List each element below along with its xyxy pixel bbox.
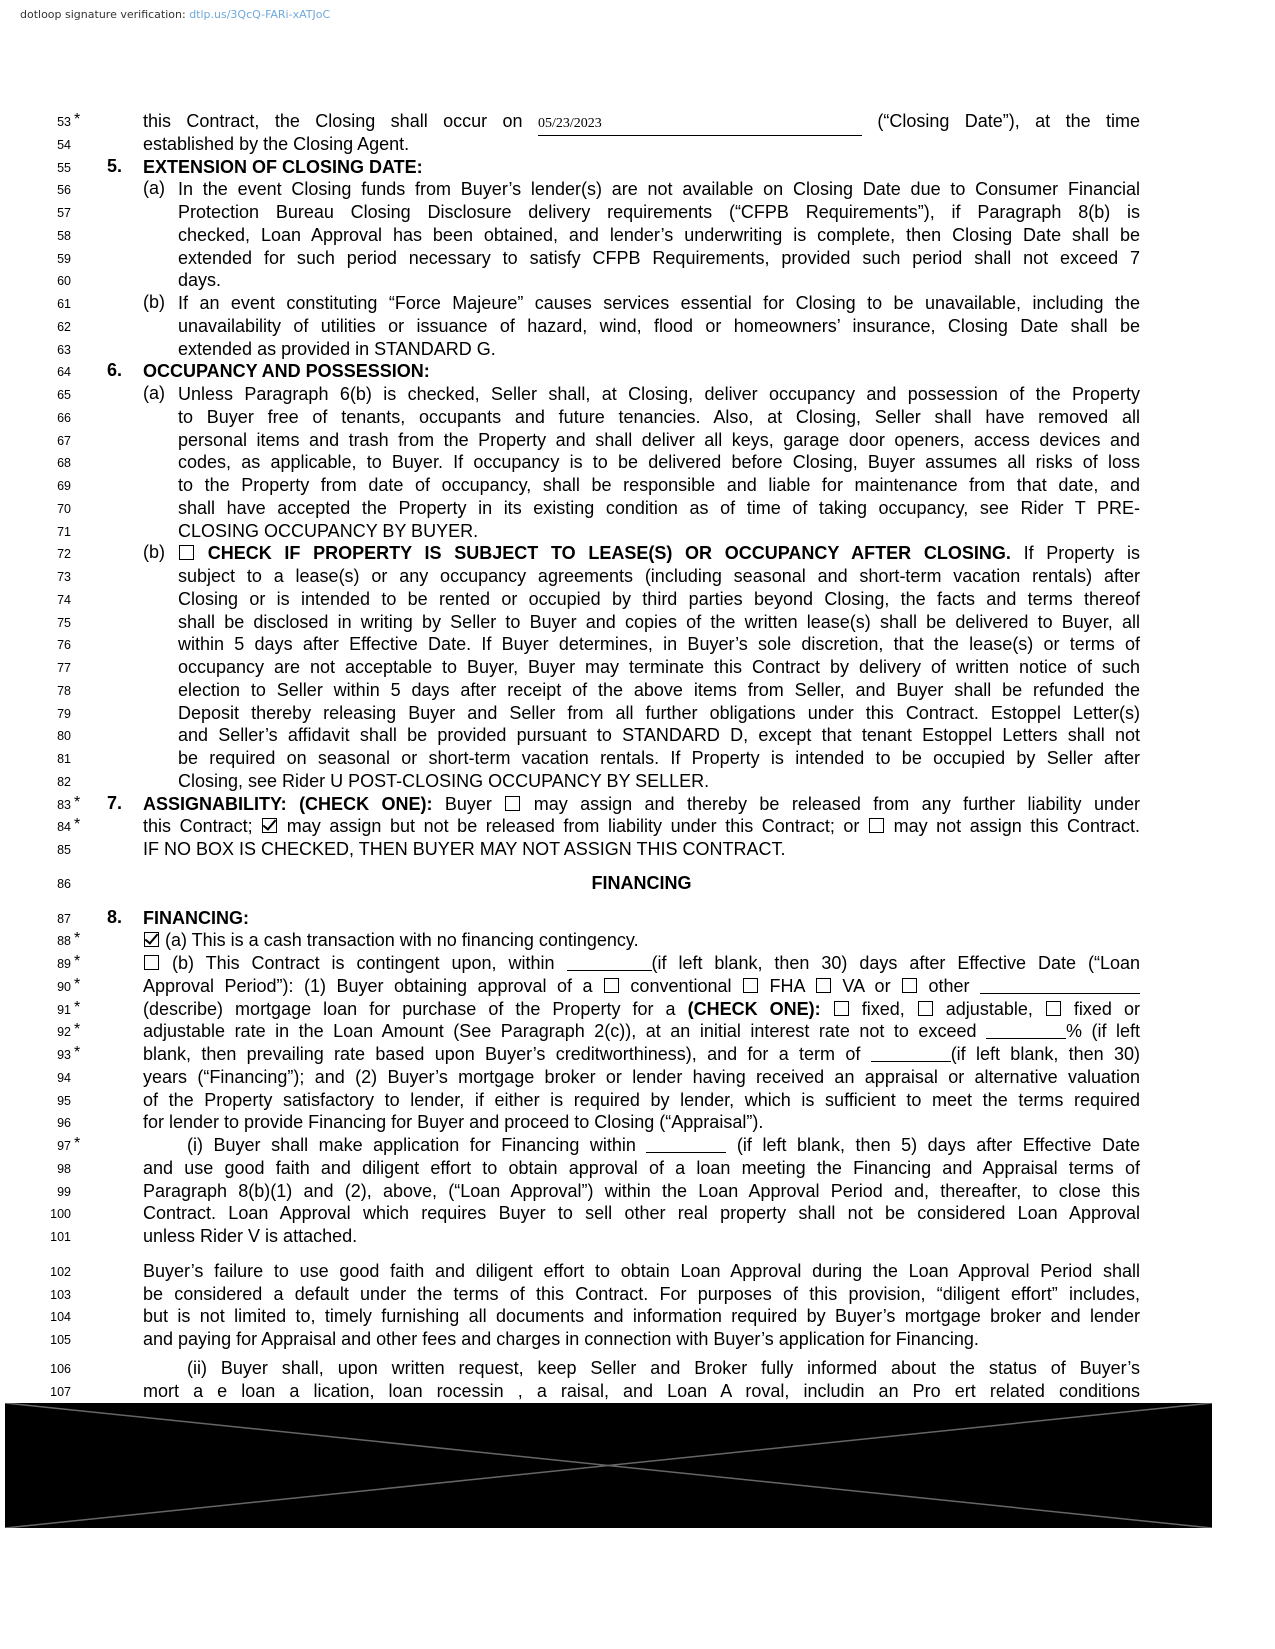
- line-text: [178, 611, 1140, 634]
- required-marker: *: [74, 111, 81, 128]
- line-number: 88: [57, 934, 71, 949]
- text-segment: this Contract, the Closing shall occur on: [143, 111, 538, 131]
- line-number: 89: [57, 957, 71, 971]
- line-number: 104: [50, 1310, 71, 1325]
- blank-field[interactable]: [986, 1022, 1066, 1039]
- text-segment: may assign and thereby be released from any further liability under: [521, 793, 1140, 814]
- text-segment: Buyer’s failure to use good faith and diligent effort to obtain Loan Approval during the Loan Approval Period shall: [143, 1260, 1140, 1281]
- text-segment: unavailability of utilities or issuance of hazard, wind, flood or homeowners’ insurance, Closing Date shall be: [178, 315, 1140, 336]
- line-number: 102: [50, 1264, 71, 1279]
- document-line: [0, 998, 1275, 1021]
- checkbox[interactable]: [505, 796, 520, 811]
- subsection-label: (b): [143, 292, 165, 312]
- line-number: 107: [50, 1384, 71, 1399]
- line-number: 65: [57, 388, 71, 402]
- text-segment: Approval Period”): (1) Buyer obtaining approval of a: [143, 975, 603, 996]
- line-text: [178, 702, 1140, 725]
- document-line: [0, 1157, 1275, 1180]
- line-text: [178, 747, 1140, 770]
- document-line: [0, 1180, 1275, 1203]
- text-segment: (i) Buyer shall make application for Financing within: [187, 1135, 647, 1155]
- line-number: 71: [57, 524, 71, 539]
- document-line: [0, 952, 1275, 975]
- document-line: [0, 292, 1275, 315]
- subsection-label: (a): [143, 383, 165, 403]
- checkbox[interactable]: [743, 978, 758, 993]
- text-segment: blank, then prevailing rate based upon Buyer’s creditworthiness), and for a term of: [143, 1044, 871, 1064]
- document-line: [0, 360, 1275, 383]
- blank-field[interactable]: [871, 1045, 951, 1062]
- document-line: [0, 1202, 1275, 1225]
- text-segment: to Buyer free of tenants, occupants and future tenancies. Also, at Closing, Seller shall have removed all: [178, 406, 1140, 427]
- document-line: [0, 1043, 1275, 1066]
- line-number: 91: [57, 1002, 71, 1017]
- line-text: [143, 1225, 1140, 1248]
- line-number: 83: [57, 797, 71, 812]
- checkbox[interactable]: [869, 818, 884, 833]
- line-text: [178, 247, 1140, 270]
- document-line: [0, 793, 1275, 816]
- text-segment: adjustable rate in the Loan Amount (See Paragraph 2(c)), at an initial interest rate not to exceed: [143, 1021, 986, 1042]
- text-segment: and paying for Appraisal and other fees and charges in connection with Buyer’s application for Financing.: [143, 1329, 979, 1349]
- text-segment: CLOSING OCCUPANCY BY BUYER.: [178, 520, 479, 541]
- line-text: [143, 1180, 1140, 1203]
- text-segment: within 5 days after Effective Date. If Buyer determines, in Buyer’s sole discretion, that the lease(s) or terms of: [178, 634, 1140, 655]
- blank-field[interactable]: [646, 1136, 726, 1153]
- line-number: 67: [57, 433, 71, 448]
- text-segment: Closing, see Rider U POST-CLOSING OCCUPANCY BY SELLER.: [178, 770, 710, 791]
- line-number: 98: [57, 1161, 71, 1176]
- text-segment: [821, 999, 833, 1019]
- line-number: 74: [57, 592, 71, 607]
- document-line: [0, 429, 1275, 452]
- required-marker: *: [74, 793, 81, 811]
- checkbox[interactable]: [816, 978, 831, 993]
- line-text: [178, 292, 1140, 315]
- document-line: [0, 872, 1275, 895]
- line-text: [178, 383, 1140, 406]
- redacted-region: [5, 1403, 1212, 1528]
- text-segment: but is not limited to, timely furnishing all documents and information required by Buyer’s mortgage broker and lender: [143, 1306, 1140, 1327]
- text-segment: be considered a default under the terms of this Contract. For purposes of this provision, “diligent effort” includes,: [143, 1283, 1140, 1304]
- text-segment: (“Closing Date”), at the time: [861, 111, 1140, 131]
- text-segment: (if left blank, then 30) days after Effective Date (“Loan: [651, 953, 1140, 973]
- line-number: 57: [57, 206, 71, 220]
- document-line: [0, 497, 1275, 520]
- text-segment: Contract. Loan Approval which requires Buyer to sell other real property shall not be considered Loan Approval: [143, 1203, 1140, 1224]
- bold-text: (CHECK ONE):: [687, 998, 821, 1019]
- text-segment: election to Seller within 5 days after receipt of the above items from Seller, and Buyer shall be refunded the: [178, 679, 1140, 700]
- line-text: [187, 1134, 1140, 1157]
- line-text: [143, 998, 1140, 1021]
- text-segment: (a) This is a cash transaction with no financing contingency.: [160, 930, 639, 951]
- required-marker: *: [74, 816, 81, 834]
- document-line: [0, 656, 1275, 679]
- line-text: [178, 679, 1140, 702]
- document-line: [0, 1111, 1275, 1134]
- section-number: 7.: [107, 792, 123, 813]
- text-segment: adjustable,: [933, 998, 1045, 1019]
- line-number: 68: [57, 456, 71, 471]
- text-segment: extended for such period necessary to satisfy CFPB Requirements, provided such period shall not exceed 7: [178, 247, 1140, 268]
- line-number: 77: [57, 661, 71, 675]
- section-number: 8.: [107, 906, 123, 927]
- required-marker: *: [74, 1044, 81, 1061]
- text-segment: FHA: [758, 975, 815, 996]
- text-segment: occupancy are not acceptable to Buyer, Buyer may terminate this Contract by delivery of written notice of such: [178, 657, 1140, 677]
- text-segment: checked, Loan Approval has been obtained, and lender’s underwriting is complete, then Closing Date shall be: [178, 224, 1140, 245]
- text-segment: Protection Bureau Closing Disclosure delivery requirements (“CFPB Requirements”), if Paragraph 8(b) is: [178, 202, 1140, 222]
- line-text: [143, 838, 1140, 861]
- document-line: [0, 1305, 1275, 1328]
- bold-text: EXTENSION OF CLOSING DATE:: [143, 156, 423, 177]
- text-segment: Paragraph 8(b)(1) and (2), above, (“Loan Approval”) within the Loan Approval Period and, thereafter, to close this: [143, 1180, 1140, 1201]
- closing-date-field[interactable]: 05/23/2023: [538, 112, 862, 136]
- text-segment: fixed or: [1061, 998, 1140, 1019]
- line-number: 81: [57, 752, 71, 766]
- line-text: [143, 793, 1140, 816]
- document-line: [0, 133, 1275, 156]
- line-text: [178, 724, 1140, 747]
- text-segment: Deposit thereby releasing Buyer and Seller from all further obligations under this Contract. Estoppel Letter(s): [178, 702, 1140, 723]
- line-number: 53: [57, 115, 71, 129]
- verification-link[interactable]: dtlp.us/3QcQ-FARi-xATJoC: [189, 8, 331, 21]
- line-number: 86: [57, 876, 71, 891]
- line-text: [187, 1357, 1140, 1380]
- line-text: [143, 1202, 1140, 1225]
- line-number: 55: [57, 160, 71, 175]
- line-text: [143, 952, 1140, 975]
- document-line: [0, 1020, 1275, 1043]
- required-marker: *: [74, 998, 81, 1016]
- line-number: 56: [57, 183, 71, 198]
- document-line: [0, 633, 1275, 656]
- line-text: [178, 520, 1140, 543]
- line-text: [178, 269, 1140, 292]
- line-number: 85: [57, 843, 71, 857]
- text-segment: shall be disclosed in writing by Seller to Buyer and copies of the written lease(s) shall be delivered to Buyer, all: [178, 611, 1140, 632]
- line-number: 106: [50, 1361, 71, 1376]
- line-number: 63: [57, 342, 71, 357]
- line-number: 99: [57, 1184, 71, 1199]
- line-text: [143, 156, 1140, 179]
- text-segment: If an event constituting “Force Majeure” causes services essential for Closing to be unavailable, including the: [178, 293, 1140, 313]
- line-number: 101: [50, 1230, 71, 1244]
- document-line: [0, 907, 1275, 930]
- line-text: [143, 1043, 1140, 1066]
- line-text: [143, 1260, 1140, 1283]
- line-text: [178, 565, 1140, 588]
- text-segment: (if left blank, then 30): [950, 1044, 1141, 1064]
- text-segment: years (“Financing”); and (2) Buyer’s mortgage broker or lender having received an appraisal or alternative valuation: [143, 1066, 1140, 1087]
- line-text: [143, 1305, 1140, 1328]
- text-segment: shall have accepted the Property in its existing condition as of time of taking occupancy, see Rider T PRE-: [178, 497, 1140, 518]
- required-marker: *: [74, 975, 81, 993]
- document-line: [0, 1066, 1275, 1089]
- document-line: [0, 747, 1275, 770]
- line-number: 96: [57, 1116, 71, 1131]
- text-segment: codes, as applicable, to Buyer. If occupancy is to be delivered before Closing, Buyer assumes all risks of loss: [178, 452, 1140, 473]
- subsection-label: (a): [143, 178, 165, 199]
- line-text: [178, 315, 1140, 338]
- line-text: [143, 1111, 1140, 1134]
- line-text: [178, 588, 1140, 611]
- document-line: [0, 406, 1275, 429]
- document-line: [0, 451, 1275, 474]
- text-segment: VA or: [831, 975, 902, 996]
- text-segment: other: [918, 975, 980, 996]
- line-number: 60: [57, 274, 71, 289]
- line-text: [143, 975, 1140, 998]
- line-text: [143, 815, 1140, 838]
- text-segment: personal items and trash from the Property and shall deliver all keys, garage door openers, access devices and: [178, 429, 1140, 450]
- line-number: 64: [57, 365, 71, 380]
- section-number: 6.: [107, 360, 123, 381]
- text-segment: established by the Closing Agent.: [143, 133, 410, 154]
- document-line: [0, 338, 1275, 361]
- text-segment: of the Property satisfactory to lender, if either is required by lender, which is sufficient to meet the terms required: [143, 1089, 1140, 1110]
- document-line: [0, 178, 1275, 201]
- blank-field[interactable]: [980, 977, 1140, 994]
- text-segment: conventional: [619, 975, 742, 996]
- bold-text: FINANCING:: [143, 907, 249, 928]
- line-text: [143, 1066, 1140, 1089]
- checkbox[interactable]: [1046, 1001, 1061, 1016]
- text-segment: and Seller’s affidavit shall be provided pursuant to STANDARD D, except that tenant Estoppel Letters shall not: [178, 725, 1140, 746]
- line-text: [143, 133, 1140, 156]
- line-number: 76: [57, 638, 71, 653]
- bold-text: CHECK IF PROPERTY IS SUBJECT TO LEASE(S) OR OCCUPANCY AFTER CLOSING.: [195, 543, 1011, 564]
- document-line: [0, 224, 1275, 247]
- text-segment: IF NO BOX IS CHECKED, THEN BUYER MAY NOT ASSIGN THIS CONTRACT.: [143, 839, 786, 859]
- document-line: [0, 1283, 1275, 1306]
- line-text: [143, 1283, 1140, 1306]
- line-number: 58: [57, 228, 71, 243]
- line-number: 82: [57, 774, 71, 789]
- checkbox[interactable]: [179, 545, 194, 560]
- line-number: 66: [57, 410, 71, 425]
- line-number: 90: [57, 979, 71, 994]
- document-line: [0, 1380, 1275, 1403]
- text-segment: Buyer: [432, 793, 505, 814]
- document-line: [0, 815, 1275, 838]
- line-text: [178, 474, 1140, 497]
- line-number: 54: [57, 137, 71, 152]
- required-marker: *: [74, 1021, 81, 1039]
- text-segment: % (if left: [1065, 1021, 1140, 1042]
- text-segment: may assign but not be released from liability under this Contract; or: [278, 816, 868, 837]
- line-number: 62: [57, 319, 71, 334]
- text-segment: days.: [178, 270, 222, 291]
- document-line: [0, 156, 1275, 179]
- line-text: [178, 178, 1140, 201]
- line-text: [143, 360, 1140, 383]
- line-number: 84: [57, 820, 71, 835]
- document-line: [0, 702, 1275, 725]
- document-line: [0, 1357, 1275, 1380]
- signature-verification: [20, 8, 330, 21]
- document-line: [0, 565, 1275, 588]
- text-segment: In the event Closing funds from Buyer’s lender(s) are not available on Closing Date due to Consumer Financial: [178, 179, 1140, 200]
- line-number: 92: [57, 1025, 71, 1040]
- document-line: [0, 110, 1275, 133]
- line-number: 80: [57, 729, 71, 744]
- verification-label: dotloop signature verification:: [20, 8, 186, 21]
- line-text: [143, 1157, 1140, 1180]
- document-line: [0, 383, 1275, 406]
- text-segment: If Property is: [1010, 543, 1141, 564]
- checkbox-checked[interactable]: [144, 932, 159, 947]
- line-number: 70: [57, 501, 71, 516]
- line-text: [178, 770, 1140, 793]
- line-number: 72: [57, 547, 71, 562]
- line-number: 93: [57, 1048, 71, 1062]
- bold-text: OCCUPANCY AND POSSESSION:: [143, 361, 430, 382]
- text-segment: to the Property from date of occupancy, shall be responsible and liable for maintenance from that date, and: [178, 475, 1140, 495]
- line-number: 61: [57, 297, 71, 311]
- line-number: 79: [57, 706, 71, 721]
- checkbox[interactable]: [834, 1001, 849, 1016]
- document-line: [0, 679, 1275, 702]
- line-text: [178, 656, 1140, 679]
- text-segment: fixed,: [849, 998, 917, 1019]
- line-text: [143, 1380, 1140, 1403]
- line-number: 100: [50, 1207, 71, 1222]
- bold-text: FINANCING: [591, 872, 692, 893]
- line-text: [178, 224, 1140, 247]
- line-number: 97: [57, 1139, 71, 1153]
- text-segment: be required on seasonal or short-term vacation rentals. If Property is intended to be occupied by Seller after: [178, 748, 1140, 768]
- text-segment: may not assign this Contract.: [885, 816, 1140, 837]
- line-text: [178, 201, 1140, 224]
- line-text: [143, 1328, 1140, 1351]
- bold-text: ASSIGNABILITY: (CHECK ONE):: [143, 793, 433, 814]
- text-segment: Unless Paragraph 6(b) is checked, Seller shall, at Closing, deliver occupancy and possession of the Property: [178, 384, 1140, 404]
- checkbox[interactable]: [604, 978, 619, 993]
- line-text: [178, 406, 1140, 429]
- text-segment: (if left blank, then 5) days after Effective Date: [726, 1135, 1140, 1155]
- required-marker: *: [74, 1135, 81, 1152]
- document-line: [0, 588, 1275, 611]
- document-line: [0, 1260, 1275, 1283]
- line-text: [143, 929, 1140, 952]
- redaction-cross: [5, 1403, 1212, 1528]
- text-segment: (describe) mortgage loan for purchase of the Property for a: [143, 998, 688, 1019]
- line-number: 94: [57, 1070, 71, 1085]
- document-line: [0, 269, 1275, 292]
- document-line: [0, 1089, 1275, 1112]
- line-text: [178, 497, 1140, 520]
- checkbox[interactable]: [144, 955, 159, 970]
- document-line: [0, 770, 1275, 793]
- line-text: [178, 451, 1140, 474]
- text-segment: unless Rider V is attached.: [143, 1226, 358, 1246]
- line-number: 73: [57, 570, 71, 584]
- required-marker: *: [74, 930, 81, 948]
- document-line: [0, 611, 1275, 634]
- document-line: [0, 520, 1275, 543]
- checkbox-checked[interactable]: [262, 818, 277, 833]
- text-segment: Closing or is intended to be rented or occupied by third parties beyond Closing, the facts and terms thereof: [178, 588, 1140, 609]
- document-line: [0, 247, 1275, 270]
- document-line: [0, 474, 1275, 497]
- line-number: 75: [57, 615, 71, 630]
- checkbox[interactable]: [902, 978, 917, 993]
- text-segment: (b) This Contract is contingent upon, within: [160, 953, 567, 973]
- document-line: [0, 838, 1275, 861]
- line-number: 59: [57, 251, 71, 266]
- document-line: [0, 1225, 1275, 1248]
- document-line: [0, 1328, 1275, 1351]
- line-number: 69: [57, 479, 71, 493]
- line-number: 103: [50, 1287, 71, 1302]
- document-line: [0, 975, 1275, 998]
- line-text: [178, 542, 1140, 565]
- document-line: [0, 201, 1275, 224]
- line-text: [143, 1089, 1140, 1112]
- document-line: [0, 315, 1275, 338]
- text-segment: extended as provided in STANDARD G.: [178, 338, 496, 359]
- line-number: 78: [57, 683, 71, 698]
- text-segment: and use good faith and diligent effort to obtain approval of a loan meeting the Financing and Appraisal terms of: [143, 1157, 1140, 1178]
- text-segment: (ii) Buyer shall, upon written request, keep Seller and Broker fully informed about the status of Buyer’s: [187, 1357, 1140, 1378]
- document-line: [0, 542, 1275, 565]
- document-line: [0, 1134, 1275, 1157]
- text-segment: mort a e loan a lication, loan rocessin , a raisal, and Loan A roval, includin an Pro ert related conditions: [143, 1380, 1140, 1401]
- document-line: [0, 929, 1275, 952]
- line-number: 105: [50, 1333, 71, 1347]
- checkbox[interactable]: [918, 1001, 933, 1016]
- subsection-label: (b): [143, 542, 165, 563]
- document-line: [0, 724, 1275, 747]
- line-text: [178, 633, 1140, 656]
- section-heading: [143, 872, 1140, 895]
- required-marker: *: [74, 953, 81, 970]
- section-number: 5.: [107, 155, 123, 176]
- text-segment: this Contract;: [143, 816, 262, 837]
- line-text: [143, 907, 1140, 930]
- line-text: [178, 338, 1140, 361]
- blank-field[interactable]: [567, 954, 652, 971]
- line-text: [143, 1020, 1140, 1043]
- line-number: 95: [57, 1093, 71, 1108]
- text-segment: for lender to provide Financing for Buyer and proceed to Closing (“Appraisal”).: [143, 1112, 764, 1133]
- line-number: 87: [57, 911, 71, 926]
- line-text: [178, 429, 1140, 452]
- text-segment: subject to a lease(s) or any occupancy agreements (including seasonal and short-term vacation rentals) after: [178, 566, 1140, 586]
